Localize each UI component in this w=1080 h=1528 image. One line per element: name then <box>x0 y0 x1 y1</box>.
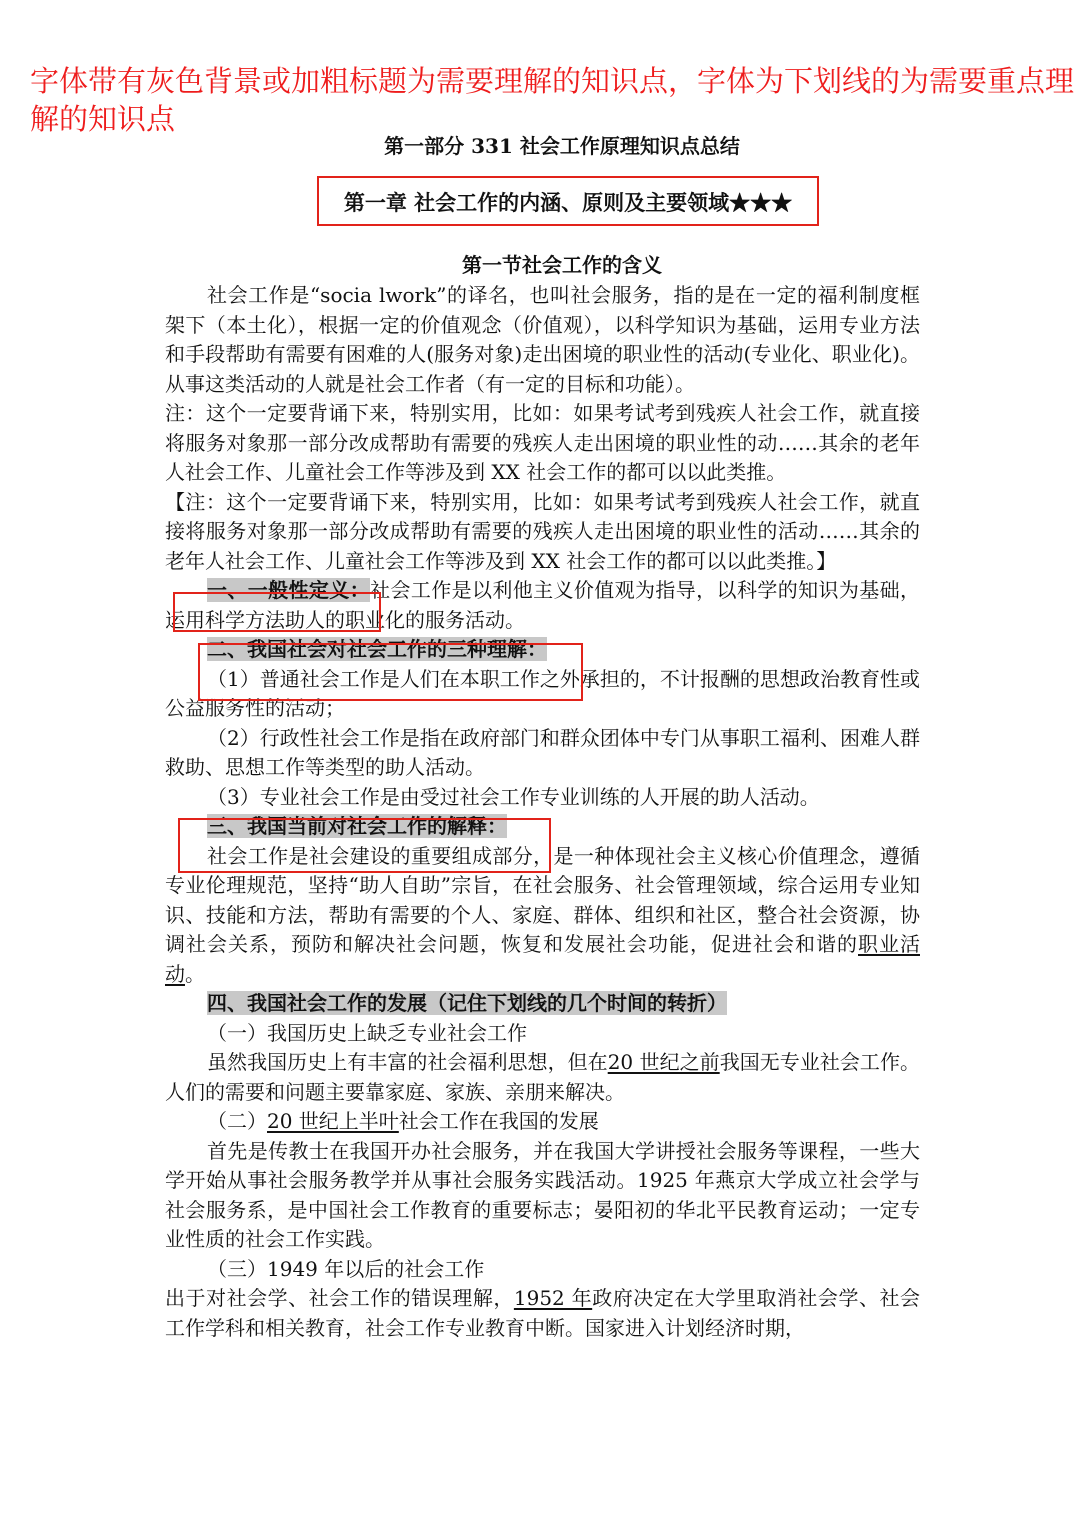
subsection-2-title-b: 社会工作在我国的发展 <box>398 1109 599 1133</box>
annotation-box-general-definition <box>173 592 381 632</box>
subsection-1-text <box>165 1048 920 1107</box>
development-heading-row <box>165 989 920 1019</box>
notice-banner: 字体带有灰色背景或加粗标题为需要理解的知识点，字体为下划线的为需要重点理解的知识点 <box>30 64 1075 136</box>
current-explanation-underlined: 职业活动 <box>165 932 920 986</box>
current-explanation-end: 。 <box>185 961 205 986</box>
document-title: 第一部分 331 社会工作原理知识点总结 <box>384 134 740 158</box>
note-bracket-paragraph: 【注：这个一定要背诵下来，特别实用，比如：如果考试考到残疾人社会工作，就直接将服务对象那一部分改成帮助有需要的残疾人走出困境的职业性的活动……其余的老年人社会工作、儿童社会工作等涉及到 XX 社会工作的都可以以此类推。】 <box>165 489 920 573</box>
understanding-item-2: （2）行政性社会工作是指在政府部门和群众团体中专门从事职工福利、困难人群救助、思想工作等类型的助人活动。 <box>165 725 920 779</box>
annotation-box-current-explanation <box>178 818 551 873</box>
note-paragraph: 注：这个一定要背诵下来，特别实用，比如：如果考试考到残疾人社会工作，就直接将服务对象那一部分改成帮助有需要的残疾人走出困境的职业性的动……其余的老年人社会工作、儿童社会工作等涉及到 XX 社会工作的都可以以此类推。 <box>165 401 920 484</box>
subsection-3-text <box>165 1284 920 1343</box>
subsection-1-text-a: 虽然我国历史上有丰富的社会福利思想，但在 <box>207 1050 608 1074</box>
subsection-1-title: （一）我国历史上缺乏专业社会工作 <box>207 1020 527 1045</box>
subsection-1-text-b: 我国无专业社会工作。人们的需要和问题主要靠家庭、家族、亲朋来解决。 <box>165 1050 921 1104</box>
current-explanation-text-main: 社会工作是社会建设的重要组成部分，是一种体现社会主义核心价值理念，遵循专业伦理规范，坚持“助人自助”宗旨，在社会服务、社会管理领域，综合运用专业知识、技能和方法，帮助有需要的个人、家庭、群体、组织和社区，整合社会资源，协调社会关系，预防和解决社会问题，恢复和发展社会功能，促进社会和谐的 <box>165 843 920 956</box>
subsection-1-underlined: 20 世纪之前 <box>607 1050 720 1074</box>
general-definition-text: 社会工作是以利他主义价值观为指导，以科学的知识为基础，运用科学方法助人的职业化的服务活动。 <box>165 578 921 632</box>
development-heading: 四、我国社会工作的发展（记住下划线的几个时间的转折） <box>207 991 727 1015</box>
general-definition-heading: 一、一般性定义： <box>207 578 371 602</box>
document-body <box>165 281 920 1343</box>
current-explanation-heading: 三、我国当前对社会工作的解释： <box>207 814 507 838</box>
three-understandings-heading: 二、我国社会对社会工作的三种理解： <box>207 637 547 661</box>
subsection-3-title: （三）1949 年以后的社会工作 <box>207 1256 485 1281</box>
section-title: 第一节社会工作的含义 <box>462 253 662 277</box>
subsection-3-text-b: 政府决定在大学里取消社会学、社会工作学科和相关教育，社会工作专业教育中断。国家进入计划经济时期， <box>165 1286 921 1340</box>
understanding-item-1: （1）普通社会工作是人们在本职工作之外承担的，不计报酬的思想政治教育性或公益服务性的活动； <box>165 666 920 720</box>
subsection-2-title <box>165 1107 920 1137</box>
chapter-title: 第一章 社会工作的内涵、原则及主要领域★★★ <box>343 190 793 215</box>
intro-paragraph: 社会工作是“socia lwork”的译名，也叫社会服务，指的是在一定的福利制度框架下（本土化），根据一定的价值观念（价值观），以科学知识为基础，运用专业方法和手段帮助有需要有困难的人(服务对象)走出困境的职业性的活动(专业化、职业化)。从事这类活动的人就是社会工作者（有一定的目标和功能）。 <box>165 283 920 396</box>
understanding-item-3: （3）专业社会工作是由受过社会工作专业训练的人开展的助人活动。 <box>207 784 820 809</box>
subsection-2-underlined: 20 世纪上半叶 <box>267 1109 399 1133</box>
subsection-2-text: 首先是传教士在我国开办社会服务，并在我国大学讲授社会服务等课程，一些大学开始从事社会服务教学并从事社会服务实践活动。1925 年燕京大学成立社会学与社会服务系，是中国社会工作教育的重要标志；晏阳初的华北平民教育运动；一定专业性质的社会工作实践。 <box>165 1138 920 1251</box>
subsection-3-underlined: 1952 年 <box>513 1286 593 1310</box>
annotation-box-three-understandings <box>198 643 583 701</box>
subsection-3-text-a: 出于对社会学、社会工作的错误理解， <box>165 1286 514 1310</box>
subsection-2-title-a: （二） <box>207 1109 267 1133</box>
